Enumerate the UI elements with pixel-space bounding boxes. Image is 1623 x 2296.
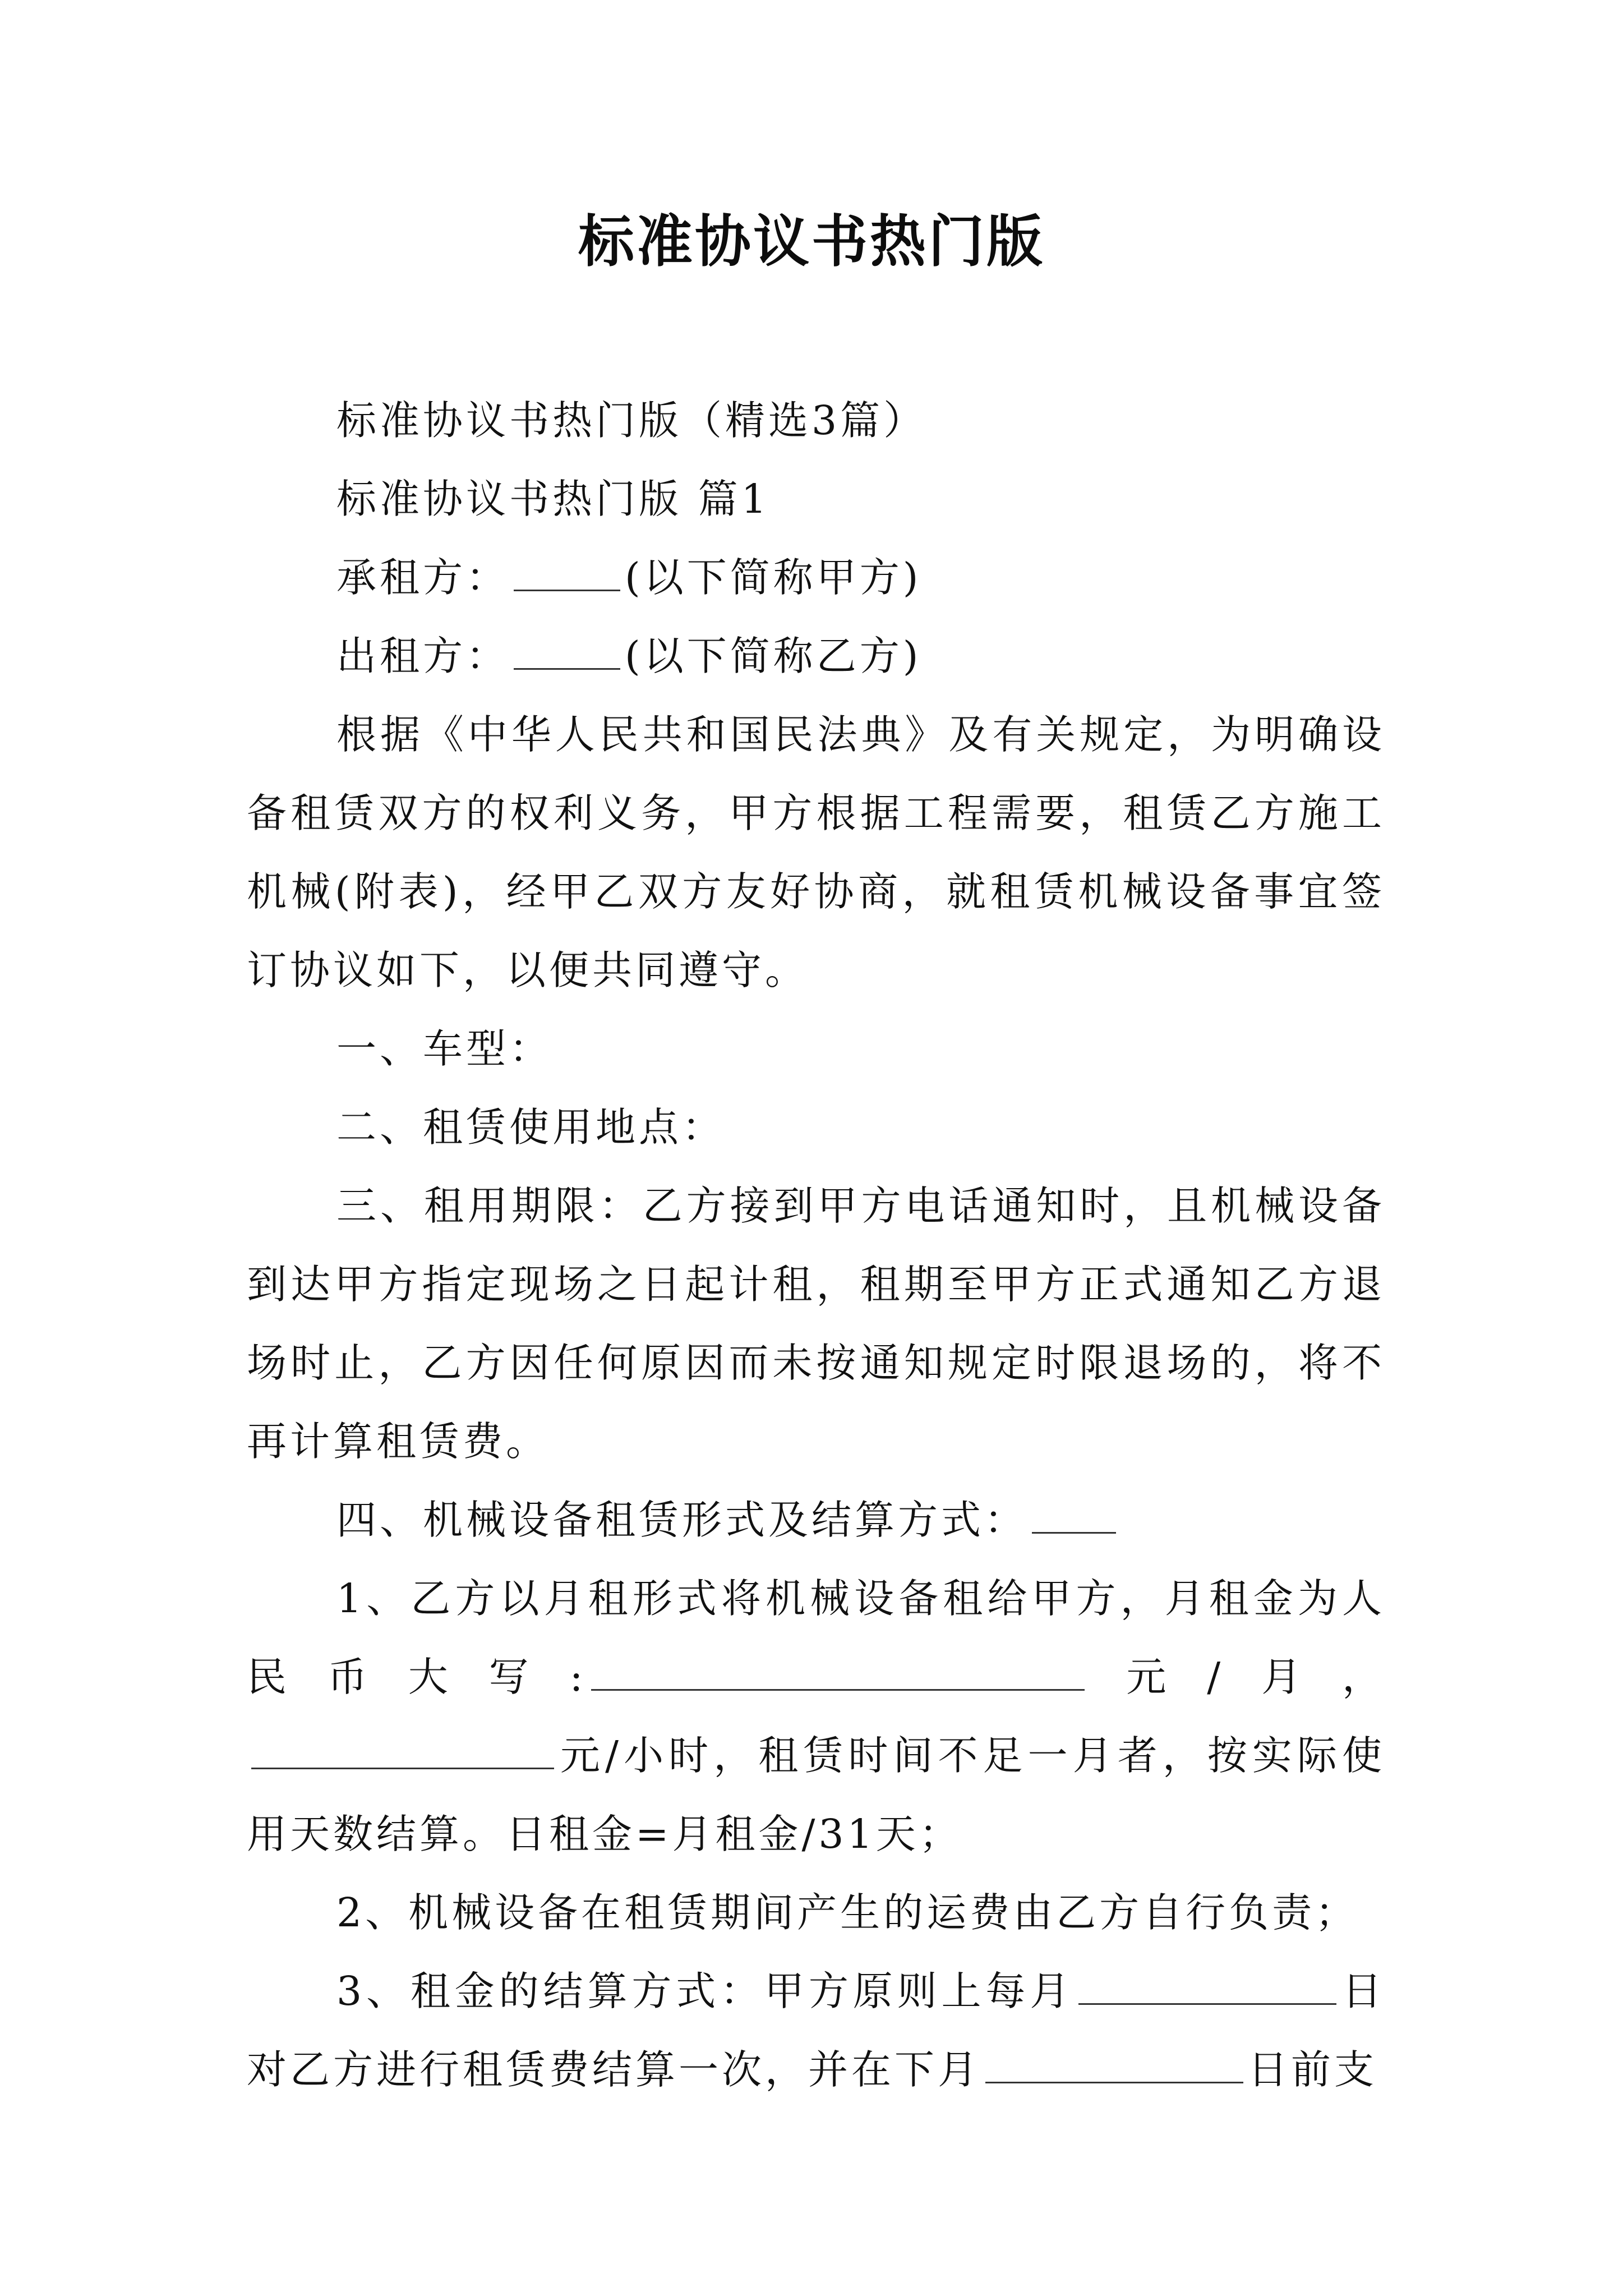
item-rental-form-text: 四、机械设备租赁形式及结算方式： xyxy=(336,1497,1028,1543)
monthly-rent-blank xyxy=(591,1655,1085,1691)
lessee-line xyxy=(247,539,1385,617)
lessor-line xyxy=(247,617,1385,696)
lessor-blank xyxy=(514,634,620,670)
section-heading: 标准协议书热门版 篇1 xyxy=(336,476,770,522)
clause-monthly-rent xyxy=(247,1559,1385,1874)
clause3-part2: 日对乙方进行租赁费结算一次，并在下月 xyxy=(247,1968,1385,2093)
lessee-blank xyxy=(514,556,620,591)
rental-form-blank xyxy=(1032,1498,1116,1534)
item-rental-period: 三、租用期限：乙方接到甲方电话通知时，且机械设备到达甲方指定现场之日起计租，租期至甲方正式通知乙方退场时止，乙方因任何原因而未按通知规定时限退场的，将不再计算租赁费。 xyxy=(247,1182,1385,1465)
item-rental-form xyxy=(247,1481,1385,1559)
document-body xyxy=(247,381,1385,2109)
clause1-part3: 元/小时，租赁时间不足一月者，按实际使用天数结算。日租金=月租金/31天； xyxy=(247,1732,1385,1857)
hourly-rent-blank xyxy=(251,1734,554,1769)
lessor-suffix: (以下简称乙方) xyxy=(625,633,922,679)
lessee-label: 承租方： xyxy=(336,554,510,601)
clause3-part3: 日前支 xyxy=(1248,2046,1378,2093)
subtitle-paragraph: 标准协议书热门版（精选3篇） xyxy=(336,397,927,444)
clause-freight: 2、机械设备在租赁期间产生的运费由乙方自行负责； xyxy=(336,1889,1359,1936)
preamble-paragraph: 根据《中华人民共和国民法典》及有关规定，为明确设备租赁双方的权利义务，甲方根据工程需要，租赁乙方施工机械(附表)，经甲乙双方友好协商，就租赁机械设备事宜签订协议如下，以便共同遵守。 xyxy=(247,711,1385,993)
settlement-day-blank xyxy=(1078,1970,1336,2005)
clause1-part2: 元/月， xyxy=(1089,1654,1385,1700)
item-usage-location: 二、租赁使用地点： xyxy=(336,1104,726,1151)
clause1-part1: 1、乙方以月租形式将机械设备租给甲方，月租金为人民币大写: xyxy=(247,1575,1385,1700)
payment-day-blank xyxy=(985,2048,1243,2083)
clause-settlement xyxy=(247,1952,1385,2109)
lessor-label: 出租方： xyxy=(336,633,510,679)
lessee-suffix: (以下简称甲方) xyxy=(625,554,922,601)
document-title: 标准协议书热门版 xyxy=(578,208,1045,274)
item-vehicle-type: 一、车型： xyxy=(336,1025,553,1072)
clause3-part1: 3、租金的结算方式：甲方原则上每月 xyxy=(336,1968,1075,2014)
